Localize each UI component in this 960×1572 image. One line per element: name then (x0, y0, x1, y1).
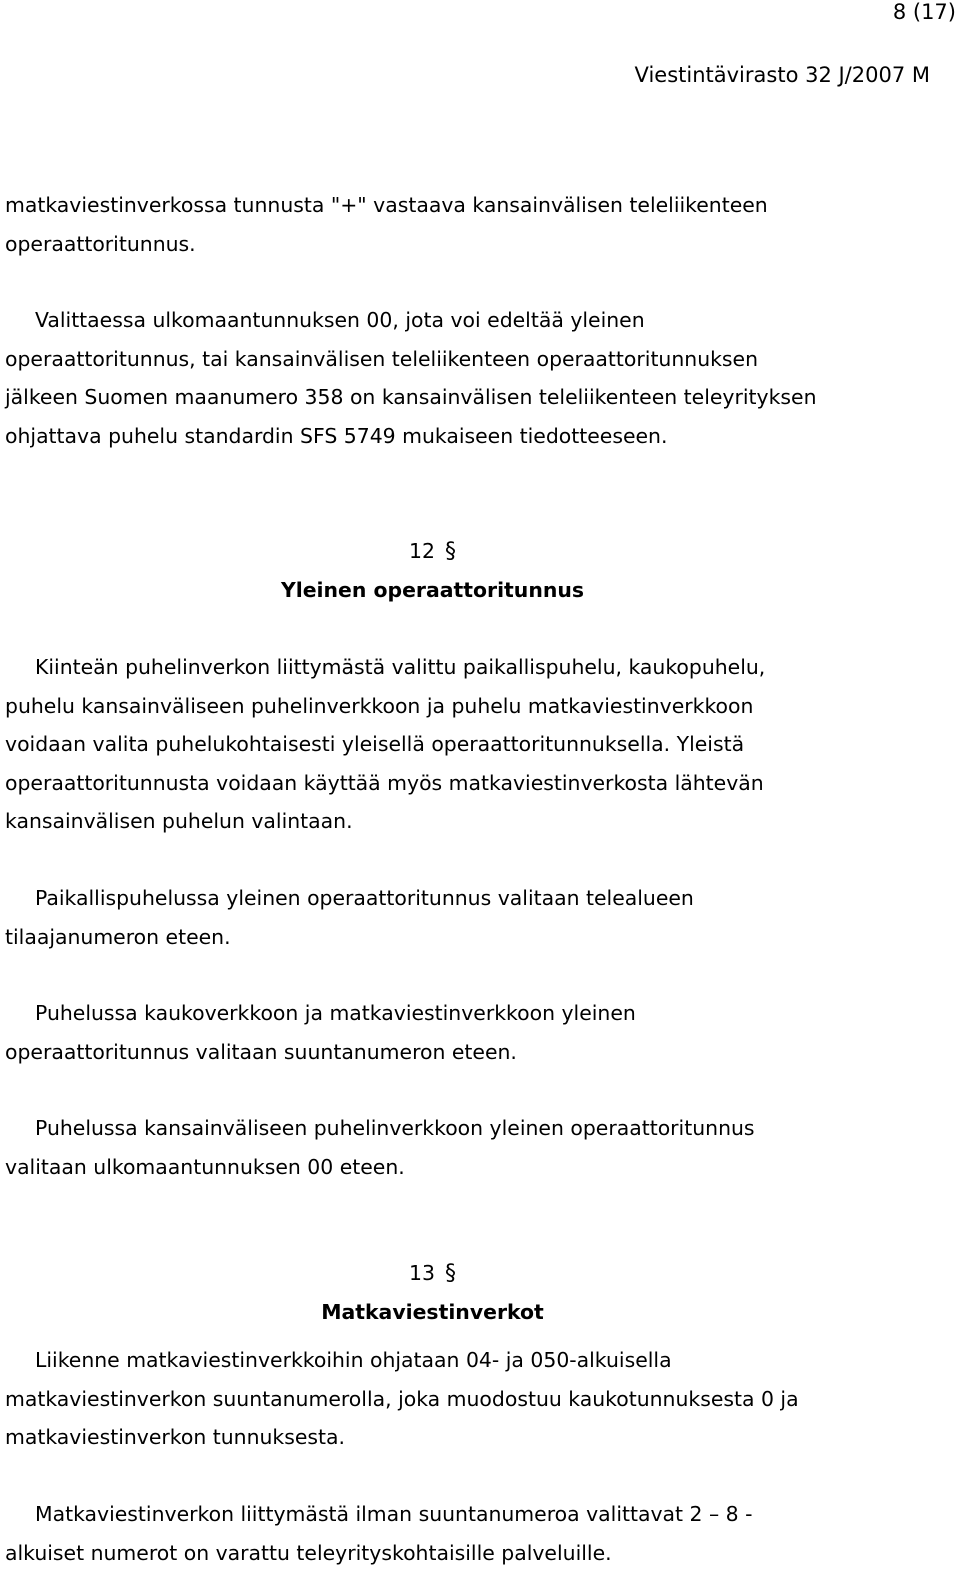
text-line: matkaviestinverkossa tunnusta "+" vastaava kansainvälisen teleliikenteen (5, 186, 955, 225)
paragraph-continuation (5, 186, 955, 263)
text-line: puhelu kansainväliseen puhelinverkkoon ja puhelu matkaviestinverkkoon (5, 687, 955, 726)
text-line: operaattoritunnus valitaan suuntanumeron eteen. (5, 1033, 955, 1072)
text-line: ohjattava puhelu standardin SFS 5749 mukaiseen tiedotteeseen. (5, 417, 955, 456)
text-line: Puhelussa kaukoverkkoon ja matkaviestinverkkoon yleinen (5, 994, 955, 1033)
text-line: operaattoritunnus, tai kansainvälisen teleliikenteen operaattoritunnuksen (5, 340, 955, 379)
text-line: operaattoritunnus. (5, 225, 955, 264)
section-number: 12 (409, 539, 435, 563)
section-12-paragraph-3 (5, 994, 955, 1071)
section-13-title: Matkaviestinverkot (0, 1293, 865, 1331)
text-line: matkaviestinverkon suuntanumerolla, joka muodostuu kaukotunnuksesta 0 ja (5, 1380, 955, 1419)
section-13-number (0, 1254, 865, 1293)
text-line: Puhelussa kansainväliseen puhelinverkkoon yleinen operaattoritunnus (5, 1109, 955, 1148)
section-12-number (0, 532, 865, 571)
section-symbol: § (445, 1261, 456, 1286)
section-13-paragraph-1 (5, 1341, 955, 1457)
section-12-paragraph-2 (5, 879, 955, 956)
paragraph-international-call (5, 301, 955, 455)
section-12-paragraph-4 (5, 1109, 955, 1186)
text-line: Matkaviestinverkon liittymästä ilman suuntanumeroa valittavat 2 – 8 - (5, 1495, 955, 1534)
text-line: kansainvälisen puhelun valintaan. (5, 802, 955, 841)
text-line: jälkeen Suomen maanumero 358 on kansainvälisen teleliikenteen teleyrityksen (5, 378, 955, 417)
section-symbol: § (445, 539, 456, 564)
text-line: Valittaessa ulkomaantunnuksen 00, jota voi edeltää yleinen (5, 301, 955, 340)
page-number: 8 (17) (893, 0, 956, 24)
section-number: 13 (409, 1261, 435, 1285)
section-12-title: Yleinen operaattoritunnus (0, 571, 865, 609)
text-line: alkuiset numerot on varattu teleyrityskohtaisille palveluille. (5, 1534, 955, 1572)
text-line: matkaviestinverkon tunnuksesta. (5, 1418, 955, 1457)
section-12-paragraph-1 (5, 648, 955, 841)
text-line: Paikallispuhelussa yleinen operaattoritunnus valitaan telealueen (5, 879, 955, 918)
text-line: tilaajanumeron eteen. (5, 918, 955, 957)
text-line: voidaan valita puhelukohtaisesti yleisellä operaattoritunnuksella. Yleistä (5, 725, 955, 764)
document-reference: Viestintävirasto 32 J/2007 M (635, 63, 930, 87)
text-line: Liikenne matkaviestinverkkoihin ohjataan 04- ja 050-alkuisella (5, 1341, 955, 1380)
text-line: Kiinteän puhelinverkon liittymästä valittu paikallispuhelu, kaukopuhelu, (5, 648, 955, 687)
text-line: valitaan ulkomaantunnuksen 00 eteen. (5, 1148, 955, 1187)
text-line: operaattoritunnusta voidaan käyttää myös matkaviestinverkosta lähtevän (5, 764, 955, 803)
section-13-paragraph-2 (5, 1495, 955, 1572)
